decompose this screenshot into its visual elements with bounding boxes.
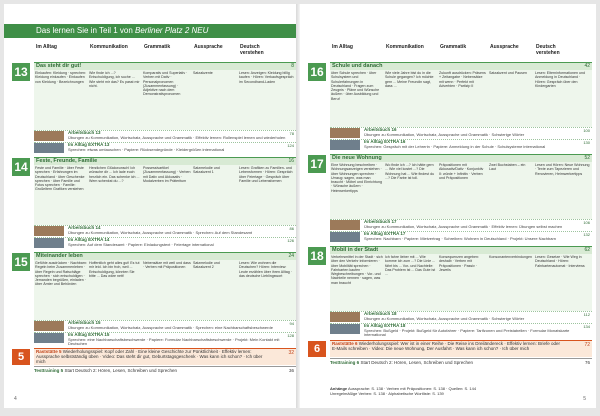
unit-number: 18 bbox=[308, 247, 326, 265]
unit-cell: Feste und Familie · über Feste sprechen · Erfahrungen im Deutschland · über Geschenke sprechen · über Familie und Fotos sprechen · Familie: Großeltern Grafiken verstehen bbox=[35, 166, 85, 192]
thumbnail-photo bbox=[330, 324, 360, 334]
test-training: Testtraining 5 Start Deutsch 2: Hören, Lesen, Schreiben und Sprechen 36 bbox=[34, 368, 294, 373]
unit-title: Feste, Freunde, Familie bbox=[34, 158, 296, 165]
unit-page: 52 bbox=[584, 155, 590, 161]
right-page bbox=[300, 4, 596, 408]
unit-cell: Lesen: Grafiken zu Familien- und Lebensformen · Hören: Gespräch über Feiertage · Gespräch über Familie und Lebensformen bbox=[239, 166, 293, 183]
unit-cell: Zukunft ausdrücken: Präsens + Zeitangabe · Nebensätze mit wenn · Perfekt mit Adverbien · Partizip II bbox=[439, 71, 486, 88]
unit-cell: Lesen und Hören: Neue Wohnung · Texte zum Tapezieren und Renovieren, Heimwerkertipps bbox=[535, 163, 590, 176]
col-aussprache: Aussprache bbox=[194, 44, 223, 50]
col-kommunikation: Kommunikation bbox=[386, 44, 424, 50]
unit-cell: Gefühle ausdrücken · Nachbarn: Regeln beim Zusammenleben · über Regeln und Ratschläge sprechen · sich entschuldigen · Jemanden begrüßen, einladen · über Ämter und Behörden bbox=[35, 261, 87, 287]
unit-16 bbox=[310, 62, 592, 151]
col-verstehen: Deutsch verstehen bbox=[536, 44, 560, 56]
page-number: 4 bbox=[14, 396, 17, 402]
thumbnail-photo bbox=[34, 238, 64, 248]
unit-cell: Lesen: Wie wohnen die Deutschen? Hören: Interview: Leute erzählen über ihren Alltag · das deutsche Lieblingswort bbox=[239, 261, 292, 278]
unit-grid bbox=[34, 165, 296, 225]
unit-page: 16 bbox=[288, 158, 294, 164]
unit-cell: Konsonantenverbindungen bbox=[489, 255, 532, 259]
unit-cell: Satzakzente bbox=[193, 71, 213, 75]
unit-cell: Präpositionen mit Akkusativ/Dativ · Konjunktiv II: würde + Infinitiv · Verben und Präpositionen bbox=[439, 163, 484, 180]
col-grammatik: Grammatik bbox=[440, 44, 467, 50]
unit-cell: Zwei Buchstaben – ein Laut bbox=[489, 163, 526, 172]
unit-subsection: Im Alltag EXTRA 18 Sprechen: Bußgeld · Projekt: Bußgeld für Autofahrer · Papiere: Tarifzonen und Preistabellen · Formular Monatskarte international 134 bbox=[330, 323, 592, 334]
unit-cell: Satzmelodie und Satzakzent 1 bbox=[193, 166, 220, 175]
unit-14 bbox=[14, 157, 296, 249]
thumbnail-photo bbox=[330, 312, 360, 322]
unit-number: 15 bbox=[12, 253, 30, 271]
unit-page: 8 bbox=[291, 63, 294, 69]
unit-title: Das steht dir gut! bbox=[34, 63, 296, 70]
unit-cell: Herzlichen Glückwunsch! Ich wünsche dir ... Ich lade euch herzlich ein. Das schenke ich ... Wem schenkst du ...? bbox=[89, 166, 140, 183]
col-alltag: Im Alltag bbox=[332, 44, 353, 50]
unit-cell: Ich fahre lieber mit ... Wie komme ich zum ...? Die Linie ... fährt bis ... Vor- und Nachteile: Das Problem ist ... Das Gute ist ... bbox=[385, 255, 436, 277]
thumbnail-photo bbox=[330, 220, 360, 230]
col-aussprache: Aussprache bbox=[490, 44, 519, 50]
review-unit: 5 Raststätte 5 Wiederholungsspiel: Kopf oder Zahl · Eine kleine Geschichte zur Pünktlichkeit · Effektiv lernen: Aussprache selbstständig üben · Video: Das steht dir gut, Geburtstagsgeschenk · Was kann ich schon? · Ich über mich 32 bbox=[34, 348, 296, 365]
unit-subsection: Arbeitsbuch 13 Übungen zu Kommunikation, Wortschatz, Aussprache und Grammatik · Effektiv lernen: Rollenspiel lernen und wiederholen 78 bbox=[34, 130, 296, 141]
unit-number: 13 bbox=[12, 63, 30, 81]
unit-cell: Wo finde ich ...? Ich hätte gern ... Wie viel kostet ...? Die Wohnung hat ... Wie findest du ...? Die Farbe ist toll. bbox=[385, 163, 435, 180]
thumbnail-photo bbox=[330, 232, 360, 242]
unit-cell: Eine Wohnung beschreiben · Wohnungsanzeigen verstehen · über Wohnungen sprechen · Umzug: sagen, was man braucht · Möbel und Einrichtung · Wünsche äußern · Heimwerkertipps bbox=[331, 163, 382, 193]
unit-title: Die neue Wohnung bbox=[330, 155, 592, 162]
unit-subsection: Im Alltag EXTRA 13 Sprechen: etwas umtauschen · Papiere: Rücksendegründe · Kleidergrößen international 124 bbox=[34, 142, 296, 153]
thumbnail-photo bbox=[330, 128, 360, 138]
unit-17 bbox=[310, 154, 592, 243]
unit-cell: Wie viele Jahre bist du in die Schule gegangen? Ich möchte gern ... Meine Freundin sagt, dass ... bbox=[385, 71, 434, 88]
unit-page: 24 bbox=[288, 253, 294, 259]
contents-banner: Das lernen Sie in Teil 1 von Berliner Platz 2 NEU bbox=[4, 24, 300, 38]
unit-cell: Satzmelodie und Satzakzent 2 bbox=[193, 261, 220, 270]
unit-cell: Konsequenzen angeben: deshalb · Verben mit Präpositionen · Passiv · Jeweils bbox=[439, 255, 479, 272]
unit-grid bbox=[330, 70, 592, 127]
book-title: Berliner Platz 2 NEU bbox=[135, 26, 209, 35]
unit-grid bbox=[330, 254, 592, 311]
unit-15 bbox=[14, 252, 296, 347]
thumbnail-photo bbox=[34, 131, 64, 141]
unit-subsection: Im Alltag EXTRA 15 Sprechen: eine Nachbarschaftsbeschwerde · Papiere: Formular Nachbarschaftsbeschwerde · Projekt: Mein Kontakt mit Deutschen 128 bbox=[34, 332, 296, 343]
col-verstehen: Deutsch verstehen bbox=[240, 44, 264, 56]
left-page bbox=[4, 4, 300, 408]
unit-subsection: Arbeitsbuch 17 Übungen zu Kommunikation, Wortschatz, Aussprache und Grammatik · Effektiv lernen: Übungen selbst machen 106 bbox=[330, 219, 592, 230]
unit-grid bbox=[34, 70, 296, 130]
unit-number: 14 bbox=[12, 158, 30, 176]
unit-title: Miteinander leben bbox=[34, 253, 296, 260]
unit-subsection: Arbeitsbuch 18 Übungen zu Kommunikation, Wortschatz, Aussprache und Grammatik · Schwierige Wörter 112 bbox=[330, 311, 592, 322]
thumbnail-photo bbox=[330, 140, 360, 150]
unit-cell: Nebensätze mit weil und dass · Verben mit Präpositionen bbox=[143, 261, 191, 270]
unit-cell: Possessivartikel (Zusammenfassung) · Verben mit Dativ und Akkusativ · Modalverben im Präteritum bbox=[143, 166, 191, 183]
unit-cell: Lesen: Anzeigen: Kleidung billig kaufen · Hören: Verkaufsgespräch im Secondhand-Laden bbox=[239, 71, 294, 84]
unit-title: Schule und danach bbox=[330, 63, 592, 70]
unit-grid bbox=[330, 162, 592, 219]
unit-subsection: Im Alltag EXTRA 16 Sprechen: Gespräch mit der Lehrerin · Papiere: Anmeldung in der Schule · Schulsysteme international 130 bbox=[330, 139, 592, 150]
test-training: Testtraining 6 Start Deutsch 2: Hören, Lesen, Schreiben und Sprechen 76 bbox=[330, 360, 590, 365]
unit-18 bbox=[310, 246, 592, 338]
thumbnail-photo bbox=[34, 226, 64, 236]
unit-subsection: Im Alltag EXTRA 17 Sprechen: Nachbarn · Papiere: Mietvertrag · Schreiben: Wohnen in Deutschland · Projekt: Unsere Nachbarn 132 bbox=[330, 231, 592, 242]
unit-subsection: Im Alltag EXTRA 14 Sprechen: Auf dem Standesamt · Papiere: Einladungstext · Feiertage international 126 bbox=[34, 237, 296, 248]
unit-cell: Komparativ und Superlativ · Verben mit Dativ · Personalpronomen (Zusammenfassung) · Adjektive nach dem Demonstrativpronomen bbox=[143, 71, 188, 97]
unit-cell: Lesen: Elterninformationen und Anmeldung in Deutschland · Hören: Gespräch über den Kindergarten bbox=[535, 71, 585, 88]
col-grammatik: Grammatik bbox=[144, 44, 171, 50]
unit-cell: Wie finde ich ...? Entschuldigung, ich suche ... Wie steht mir das? Es passt mir nicht. bbox=[89, 71, 140, 88]
page-number: 5 bbox=[583, 396, 586, 402]
unit-cell: Einkaufen: Kleidung · sprechen: Kleidung einkaufen · Einkaufen von Kleidung · Bezeichnungen bbox=[35, 71, 86, 84]
review-unit: 6 Raststätte 6 Wiederholungsspiel: Wer ist in einer Reihe · Die Reise ins Dreiländereck · Effektiv lernen: Briefe oder E-Mails schreiben · Video: Die neue Wohnung, Der Ausfahrt · Was kann ich schon? · Ich über mich 72 bbox=[330, 340, 592, 357]
unit-subsection: Arbeitsbuch 16 Übungen zu Kommunikation, Wortschatz, Aussprache und Grammatik · Schwierige Wörter 100 bbox=[330, 127, 592, 138]
appendix-list: Anhänge Aussprache: S. 138 · Verben mit Präpositionen: S. 138 · Quellen: S. 144 Unregelmäßige Verben: S. 138 · Alphabetische Wortliste: S. 139 bbox=[330, 386, 477, 396]
unit-cell: Verkehrsmittel in der Stadt · sich über den Verkehr informieren · über Mobilität sprechen · Fahrkarten kaufen · Wegbeschreibungen · Vor- und Nachteile nennen · sagen, was man braucht bbox=[331, 255, 383, 285]
unit-page: 42 bbox=[584, 63, 590, 69]
unit-page: 62 bbox=[584, 247, 590, 253]
unit-subsection: Arbeitsbuch 15 Übungen zu Kommunikation, Wortschatz, Aussprache und Grammatik · Sprechen: eine Nachbarschaftsbeschwerde 94 bbox=[34, 320, 296, 331]
thumbnail-photo bbox=[34, 143, 64, 153]
unit-cell: Hoffentlich geht alles gut! Es tut mir leid. Ich bin froh, weil ... Entschuldigung, könnten Sie bitte ... Das wäre nett! bbox=[89, 261, 140, 278]
unit-grid bbox=[34, 260, 296, 320]
unit-subsection: Arbeitsbuch 14 Übungen zu Kommunikation, Wortschatz, Aussprache und Grammatik · Sprechen: Auf dem Standesamt 86 bbox=[34, 225, 296, 236]
unit-number: 17 bbox=[308, 155, 326, 173]
unit-title: Mobil in der Stadt bbox=[330, 247, 592, 254]
unit-cell: über Schule sprechen · über Schulsystem und Schulerfahrungen in Deutschland · Fragen zum Zeugnis · Pläne und Wünsche äußern · über Ausbildung und Beruf bbox=[331, 71, 380, 101]
thumbnail-photo bbox=[34, 333, 64, 343]
unit-cell: Lesen: Gesetze · Wie Weg in Deutschland · Hören: Fahrkartenautomat · Interviews bbox=[535, 255, 585, 268]
unit-13 bbox=[14, 62, 296, 154]
col-kommunikation: Kommunikation bbox=[90, 44, 128, 50]
unit-number: 16 bbox=[308, 63, 326, 81]
unit-cell: Satzakzent und Pausen bbox=[489, 71, 527, 75]
thumbnail-photo bbox=[34, 321, 64, 331]
col-alltag: Im Alltag bbox=[36, 44, 57, 50]
